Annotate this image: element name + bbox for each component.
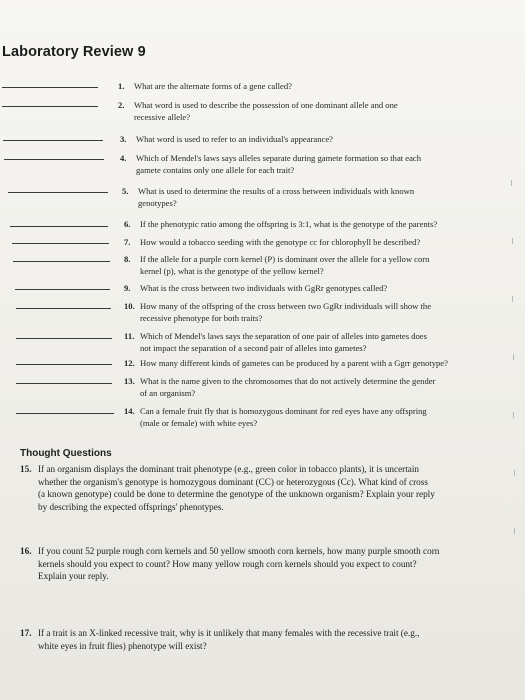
question-text-cont: gamete contains only one allele for each trait? (136, 164, 295, 175)
question-11 (124, 331, 504, 355)
thought-question-16 (20, 545, 520, 583)
question-text: Can a female fruit fly that is homozygous dominant for red eyes have any offspring (140, 406, 427, 416)
answer-blank-14[interactable] (16, 413, 114, 414)
answer-blank-10[interactable] (16, 308, 111, 309)
question-text: What are the alternate forms of a gene called? (134, 81, 292, 91)
question-number: 4. (120, 153, 127, 163)
question-text: What is the name given to the chromosomes that do not actively determine the gender (140, 376, 436, 386)
question-text-cont: not impact the separation of a second pair of alleles into gametes? (140, 342, 367, 353)
thought-question-17 (20, 627, 520, 652)
question-text-cont: of an organism? (140, 387, 196, 398)
question-text-cont: white eyes in fruit flies) phenotype will exist? (38, 640, 207, 651)
question-text-cont: recessive allele? (134, 111, 191, 122)
answer-blank-12[interactable] (16, 364, 112, 365)
answer-blank-4[interactable] (4, 159, 104, 160)
question-text: What is used to determine the results of a cross between individuals with known (138, 186, 415, 196)
section-heading: Thought Questions (20, 448, 112, 459)
question-text: How many of the offspring of the cross between two GgRr individuals will show the (140, 301, 432, 311)
question-text: Which of Mendel's laws says alleles separate during gamete formation so that each (136, 153, 422, 163)
question-9 (124, 283, 504, 295)
edge-mark (512, 296, 513, 302)
answer-blank-7[interactable] (12, 243, 109, 244)
question-text: What is the cross between two individuals with GgRr genotypes called? (140, 283, 388, 293)
edge-mark (514, 528, 515, 534)
answer-blank-3[interactable] (3, 140, 103, 141)
question-text-cont: kernel (p), what is the genotype of the yellow kernel? (140, 265, 324, 276)
question-number: 3. (120, 134, 127, 144)
answer-blank-1[interactable] (2, 87, 98, 88)
question-number: 6. (124, 219, 131, 229)
question-text-cont: recessive phenotype for both traits? (140, 312, 263, 323)
answer-blank-11[interactable] (16, 338, 112, 339)
question-text: How many different kinds of gametes can be produced by a parent with a Ggrr genotype? (140, 358, 448, 368)
question-number: 8. (124, 254, 131, 264)
question-7 (124, 237, 504, 249)
question-number: 14. (124, 406, 135, 416)
question-1 (118, 81, 498, 93)
question-text: Which of Mendel's laws says the separation of one pair of alleles into gametes does (140, 331, 427, 341)
answer-blank-2[interactable] (2, 106, 98, 107)
question-text-cont: by describing the expected offsprings' phenotypes. (38, 501, 224, 512)
question-number: 5. (122, 186, 129, 196)
page-title: Laboratory Review 9 (2, 44, 146, 60)
edge-mark (513, 412, 514, 418)
answer-blank-5[interactable] (8, 192, 108, 193)
question-number: 1. (118, 81, 125, 91)
question-text-cont: genotypes? (138, 197, 177, 208)
answer-blank-6[interactable] (10, 226, 108, 227)
question-6 (124, 219, 504, 231)
question-number: 12. (124, 358, 135, 368)
thought-question-15 (20, 463, 520, 513)
question-text: If the phenotypic ratio among the offspring is 3:1, what is the genotype of the parents? (140, 219, 438, 229)
question-text: If a trait is an X-linked recessive trait, why is it unlikely that many females with the recessive trait (e.g., (38, 628, 420, 638)
question-text-cont: Explain your reply. (38, 571, 109, 582)
answer-blank-9[interactable] (15, 289, 110, 290)
edge-mark (511, 180, 512, 186)
question-text: How would a tobacco seeding with the genotype cc for chlorophyll be described? (140, 237, 421, 247)
question-number: 10. (124, 301, 135, 311)
question-4 (120, 153, 500, 177)
question-13 (124, 376, 504, 400)
question-10 (124, 301, 504, 325)
question-number: 13. (124, 376, 135, 386)
question-text: If the allele for a purple corn kernel (P) is dominant over the allele for a yellow corn (140, 254, 430, 264)
question-8 (124, 254, 504, 278)
question-number: 11. (124, 331, 135, 341)
question-number: 16. (20, 546, 32, 556)
question-number: 9. (124, 283, 131, 293)
question-3 (120, 134, 500, 146)
answer-blank-13[interactable] (16, 383, 112, 384)
answer-blank-8[interactable] (13, 261, 110, 262)
question-text: What word is used to refer to an individual's appearance? (136, 134, 333, 144)
edge-mark (514, 470, 515, 476)
question-text-cont: (male or female) with white eyes? (140, 417, 258, 428)
question-number: 2. (118, 100, 125, 110)
question-2 (118, 100, 498, 124)
question-5 (122, 186, 502, 210)
question-text: If an organism displays the dominant trait phenotype (e.g., green color in tobacco plants), it is uncertain (38, 464, 420, 474)
edge-mark (512, 238, 513, 244)
question-text-cont: (a known genotype) could be done to determine the genotype of the unknown organism? Explain your reply (38, 489, 435, 500)
question-number: 15. (20, 464, 32, 474)
question-number: 17. (20, 628, 32, 638)
question-text-cont: kernels should you expect to count? How many yellow rough corn kernels should you expect to count? (38, 558, 417, 569)
question-number: 7. (124, 237, 131, 247)
question-text: What word is used to describe the possession of one dominant allele and one (134, 100, 398, 110)
question-14 (124, 406, 504, 430)
edge-mark (513, 354, 514, 360)
question-text: If you count 52 purple rough corn kernels and 50 yellow smooth corn kernels, how many purple smooth corn (38, 546, 440, 556)
question-text-cont: whether the organism's genotype is homozygous dominant (CC) or heterozygous (Cc). What kind of cross (38, 476, 428, 487)
question-12 (124, 358, 504, 370)
